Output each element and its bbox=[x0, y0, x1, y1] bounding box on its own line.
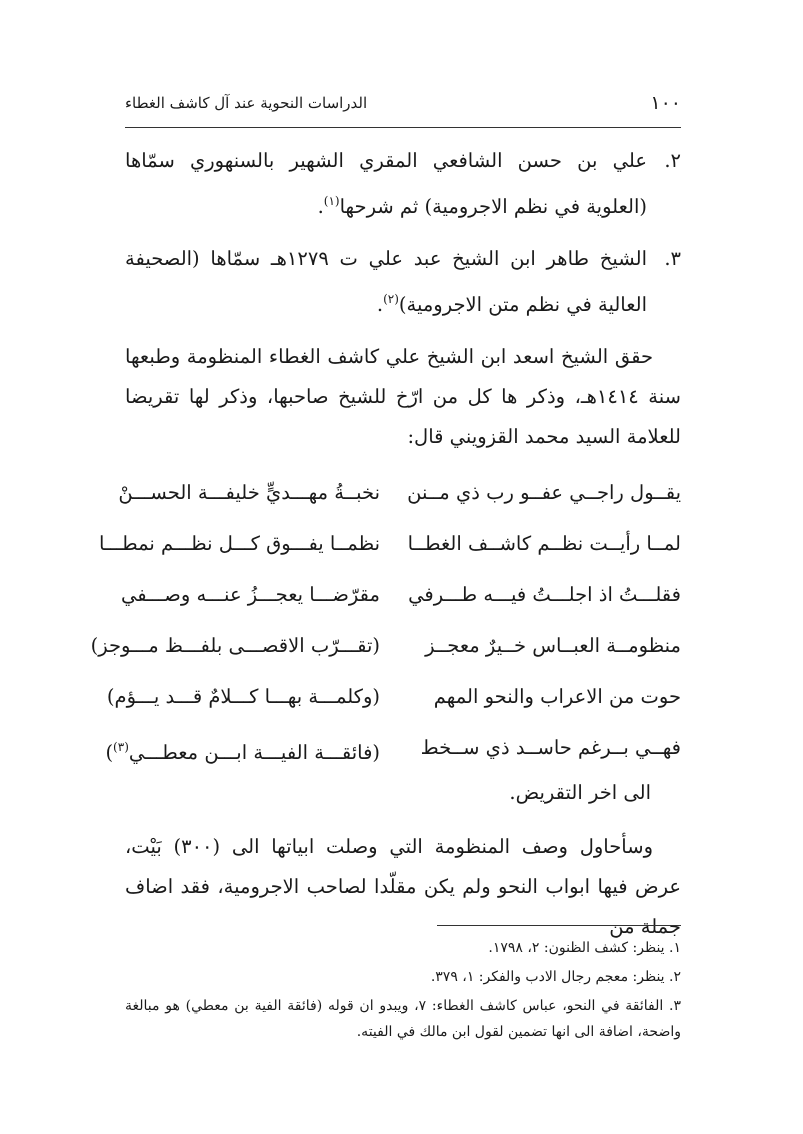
hemistich-end: ) bbox=[105, 741, 114, 764]
list-item bbox=[125, 141, 681, 227]
item-body: علي بن حسن الشافعي المقري الشهير بالسنهوري سمّاها (العلوية في نظم الاجرومية) ثم شرحها bbox=[125, 149, 647, 218]
footnote-ref[interactable]: (١) bbox=[323, 194, 340, 208]
poem-end-note: الى اخر التقريض. bbox=[509, 781, 651, 804]
paragraph: حقق الشيخ اسعد ابن الشيخ علي كاشف الغطاء المنظومة وطبعها سنة ١٤١٤هـ، وذكر ها كل من ارّخ للشيخ صاحبها، وذكر لها تقريضا للعلامة السيد محمد القزويني قال: bbox=[125, 345, 681, 448]
poem bbox=[90, 467, 681, 773]
footnote-ref[interactable]: (٢) bbox=[383, 292, 399, 306]
hemistich-first: يقــول راجــي عفــو رب ذي مــنن bbox=[407, 481, 681, 504]
poem-verse bbox=[90, 620, 681, 671]
hemistich-second: مقرّضـــا يعجـــزُ عنـــه وصـــفي bbox=[121, 583, 380, 606]
hemistich-second: (تقـــرّب الاقصـــى بلفـــظ مـــوجز) bbox=[90, 634, 380, 657]
list-item bbox=[125, 239, 681, 325]
item-number: ٣. bbox=[664, 247, 681, 270]
hemistich-first: منظومــة العبــاس خــيرٌ معجــز bbox=[425, 634, 681, 657]
paragraph: وسأحاول وصف المنظومة التي وصلت ابياتها الى (٣٠٠) بَيْت، عرض فيها ابواب النحو ولم يكن مقلّدا لصاحب الاجرومية، فقد اضاف جملة من bbox=[125, 835, 681, 938]
poem-verse bbox=[106, 671, 681, 722]
page-header bbox=[125, 92, 681, 120]
item-end: . bbox=[317, 195, 324, 218]
hemistich-second: نظمــا يفـــوق كـــل نظـــم نمطـــا bbox=[99, 532, 380, 555]
item-number: ٢. bbox=[664, 149, 681, 172]
item-text bbox=[125, 141, 647, 227]
footnote: ٢. ينظر: معجم رجال الادب والفكر: ١، ٣٧٩. bbox=[430, 969, 681, 985]
item-text bbox=[125, 239, 647, 325]
header-rule bbox=[125, 127, 681, 128]
footnotes bbox=[125, 935, 681, 1048]
item-body: الشيخ طاهر ابن الشيخ عبد علي ت ١٢٧٩هـ سمّاها (الصحيفة العالية في نظم متن الاجرومية) bbox=[125, 247, 647, 316]
footnote: ٣. الفائقة في النحو، عباس كاشف الغطاء: ٧، ويبدو ان قوله (فائقة الفية بن معطي) هو مبالغة واضحة، اضافة الى انها تضمين لقول ابن مالك في الفيته. bbox=[125, 998, 681, 1040]
hemistich-first: حوت من الاعراب والنحو المهم bbox=[433, 685, 681, 708]
footnote-rule bbox=[437, 925, 681, 926]
footnote: ١. ينظر: كشف الظنون: ٢، ١٧٩٨. bbox=[488, 940, 681, 956]
running-title: الدراسات النحوية عند آل كاشف الغطاء bbox=[125, 94, 368, 112]
footnote-ref[interactable]: (٣) bbox=[113, 740, 129, 754]
hemistich-second: (وكلمـــة بهـــا كـــلامٌ قـــد يـــؤم) bbox=[106, 685, 380, 708]
poem-verse bbox=[99, 518, 681, 569]
poem-verse bbox=[118, 467, 681, 518]
page-number: ١٠٠ bbox=[650, 92, 681, 114]
poem-verse bbox=[121, 569, 681, 620]
hemistich-first: فقلـــتُ اذ اجلـــتُ فيـــه طـــرفي bbox=[408, 583, 681, 606]
hemistich-first: لمــا رأيــت نظــم كاشــف الغطــا bbox=[407, 532, 681, 555]
poem-verse bbox=[105, 722, 681, 773]
main-text bbox=[90, 141, 681, 947]
hemistich-first: فهــي بــرغم حاســد ذي ســخط bbox=[420, 736, 681, 759]
item-end: . bbox=[376, 293, 384, 316]
hemistich-second bbox=[105, 722, 380, 773]
hemistich-text: (فائقـــة الفيـــة ابـــن معطـــي bbox=[128, 741, 380, 764]
hemistich-second: نخبــةُ مهـــديٍّ خليفـــة الحســـنْ bbox=[118, 481, 380, 504]
